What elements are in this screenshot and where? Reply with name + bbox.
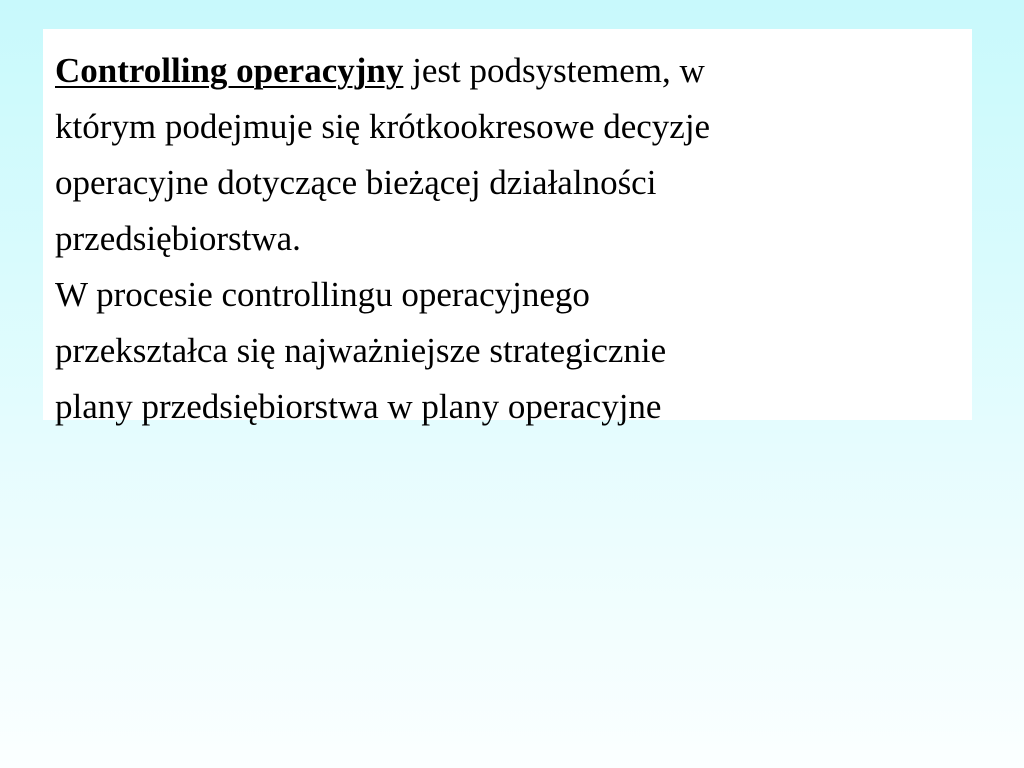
definition-text: jest podsystemem, w którym podejmuje się krótkookresowe decyzje operacyjne dotyczące bieżącej działalności przedsiębiorstwa. [55,51,711,258]
text-box [43,29,972,426]
process-paragraph: W procesie controllingu operacyjnego przekształca się najważniejsze strategicznie plany przedsiębiorstwa w plany operacyjne [55,275,667,426]
defined-term: Controlling operacyjny [55,51,404,90]
definition-paragraph [55,43,972,267]
